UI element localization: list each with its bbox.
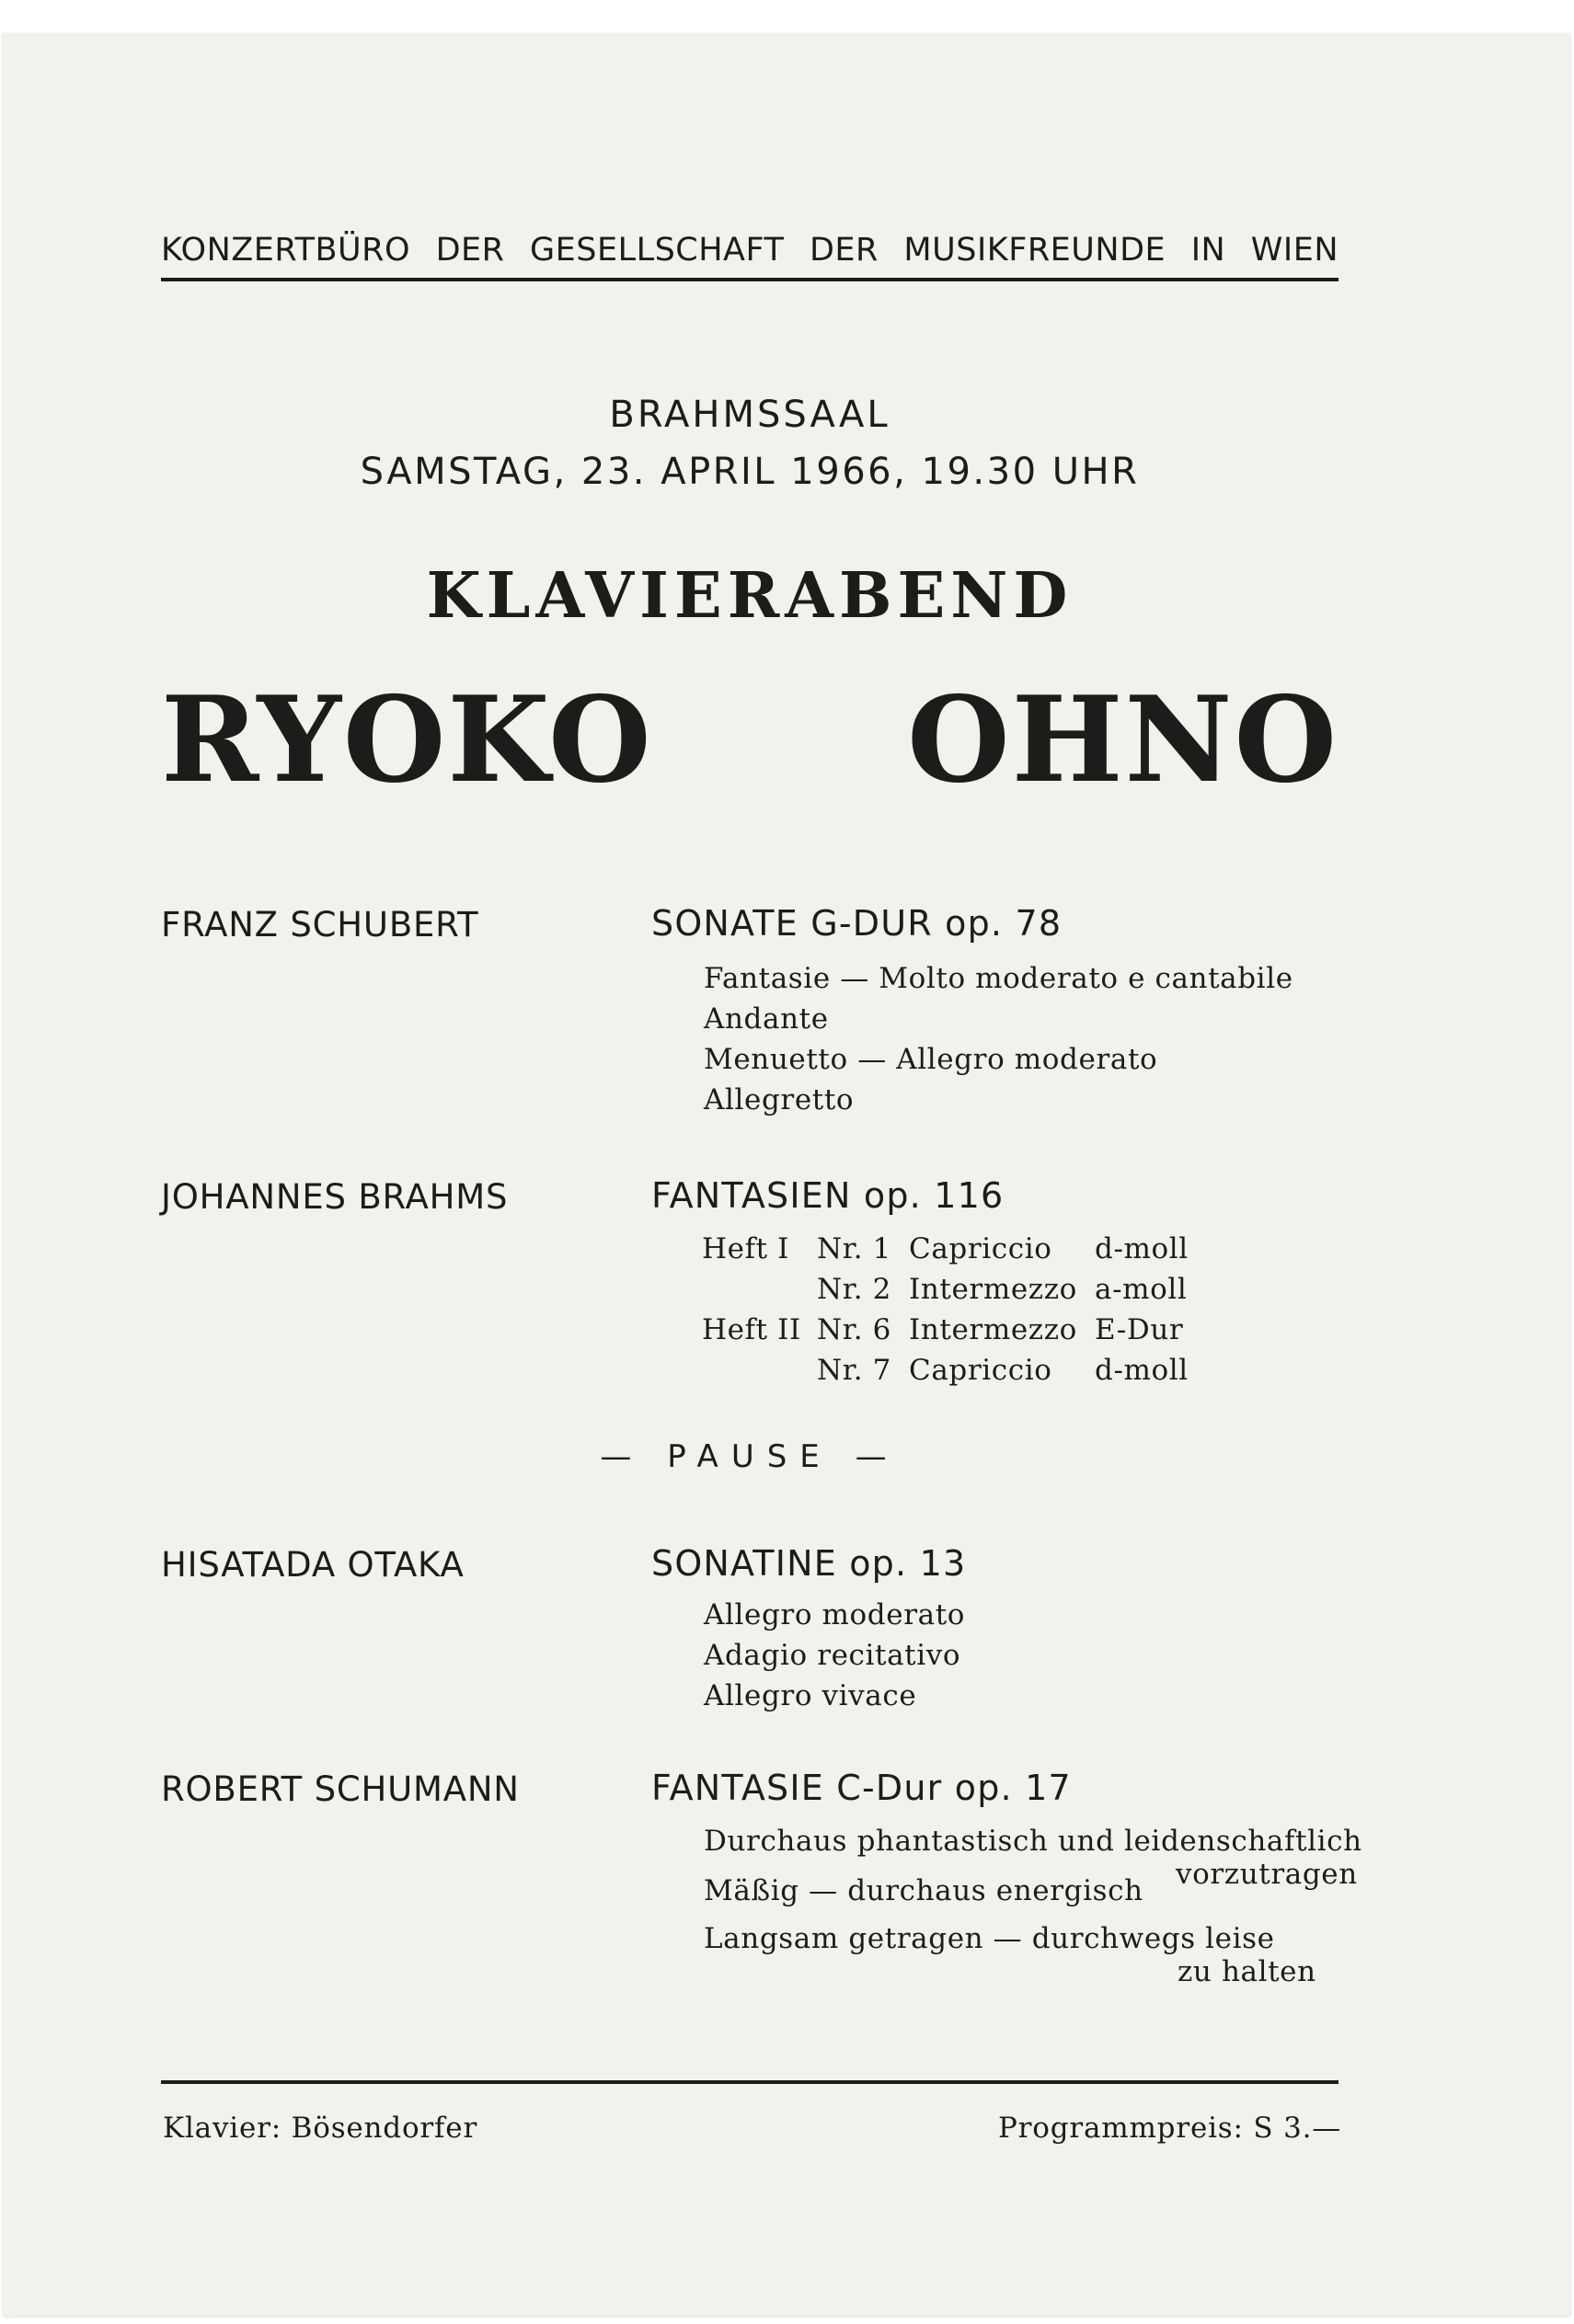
- movement: Fantasie — Molto moderato e cantabile: [704, 962, 1293, 995]
- work-title: FANTASIEN op. 116: [651, 1175, 1005, 1216]
- composer-name: HISATADA OTAKA: [161, 1545, 465, 1585]
- piece-number: Nr. 7: [817, 1354, 891, 1387]
- movement: Langsam getragen — durchwegs leise: [704, 1922, 1275, 1955]
- movement: Andante: [704, 1002, 829, 1036]
- header-rule: [161, 278, 1338, 281]
- piece-number: Nr. 2: [817, 1273, 891, 1306]
- program-price: Programmpreis: S 3.—: [998, 2112, 1342, 2145]
- work-title: SONATE G-DUR op. 78: [651, 903, 1063, 944]
- piece-key: d-moll: [1095, 1354, 1189, 1387]
- work-title: FANTASIE C-Dur op. 17: [651, 1768, 1072, 1808]
- work-title: SONATINE op. 13: [651, 1543, 967, 1584]
- movement: Durchaus phantastisch und leidenschaftlich: [704, 1825, 1362, 1858]
- movement-continuation: vorzutragen: [1176, 1858, 1358, 1891]
- intermission: — PAUSE —: [600, 1438, 900, 1475]
- movement: Menuetto — Allegro moderato: [704, 1043, 1158, 1076]
- movement-continuation: zu halten: [1178, 1955, 1316, 1988]
- composer-name: JOHANNES BRAHMS: [161, 1177, 509, 1217]
- performer-name: RYOKO OHNO: [161, 671, 1338, 809]
- composer-name: FRANZ SCHUBERT: [161, 905, 479, 944]
- movement: Adagio recitativo: [704, 1639, 961, 1672]
- piece-number: Nr. 6: [817, 1313, 891, 1346]
- organizer-header: KONZERTBÜRO DER GESELLSCHAFT DER MUSIKFREUNDE IN WIEN: [161, 232, 1338, 269]
- movement: Allegretto: [704, 1083, 855, 1116]
- movement: Allegro vivace: [704, 1679, 917, 1712]
- piece-key: d-moll: [1095, 1232, 1189, 1265]
- piece-title: Capriccio: [909, 1354, 1052, 1387]
- movement: Allegro moderato: [704, 1598, 966, 1631]
- heft-label: Heft I: [702, 1232, 790, 1265]
- piece-title: Capriccio: [909, 1232, 1052, 1265]
- footer-rule: [161, 2080, 1338, 2084]
- program-sheet: [2, 33, 1569, 2316]
- piece-number: Nr. 1: [817, 1232, 891, 1265]
- piece-key: E-Dur: [1095, 1313, 1184, 1346]
- piece-key: a-moll: [1095, 1273, 1188, 1306]
- piece-title: Intermezzo: [909, 1313, 1077, 1346]
- piece-title: Intermezzo: [909, 1273, 1077, 1306]
- composer-name: ROBERT SCHUMANN: [161, 1769, 520, 1809]
- heft-label: Heft II: [702, 1313, 801, 1346]
- event-title: KLAVIERABEND: [426, 559, 1074, 633]
- event-datetime: SAMSTAG, 23. APRIL 1966, 19.30 UHR: [360, 451, 1140, 493]
- venue: BRAHMSSAAL: [609, 394, 890, 436]
- piano-note: Klavier: Bösendorfer: [163, 2112, 478, 2145]
- movement: Mäßig — durchaus energisch: [704, 1874, 1143, 1907]
